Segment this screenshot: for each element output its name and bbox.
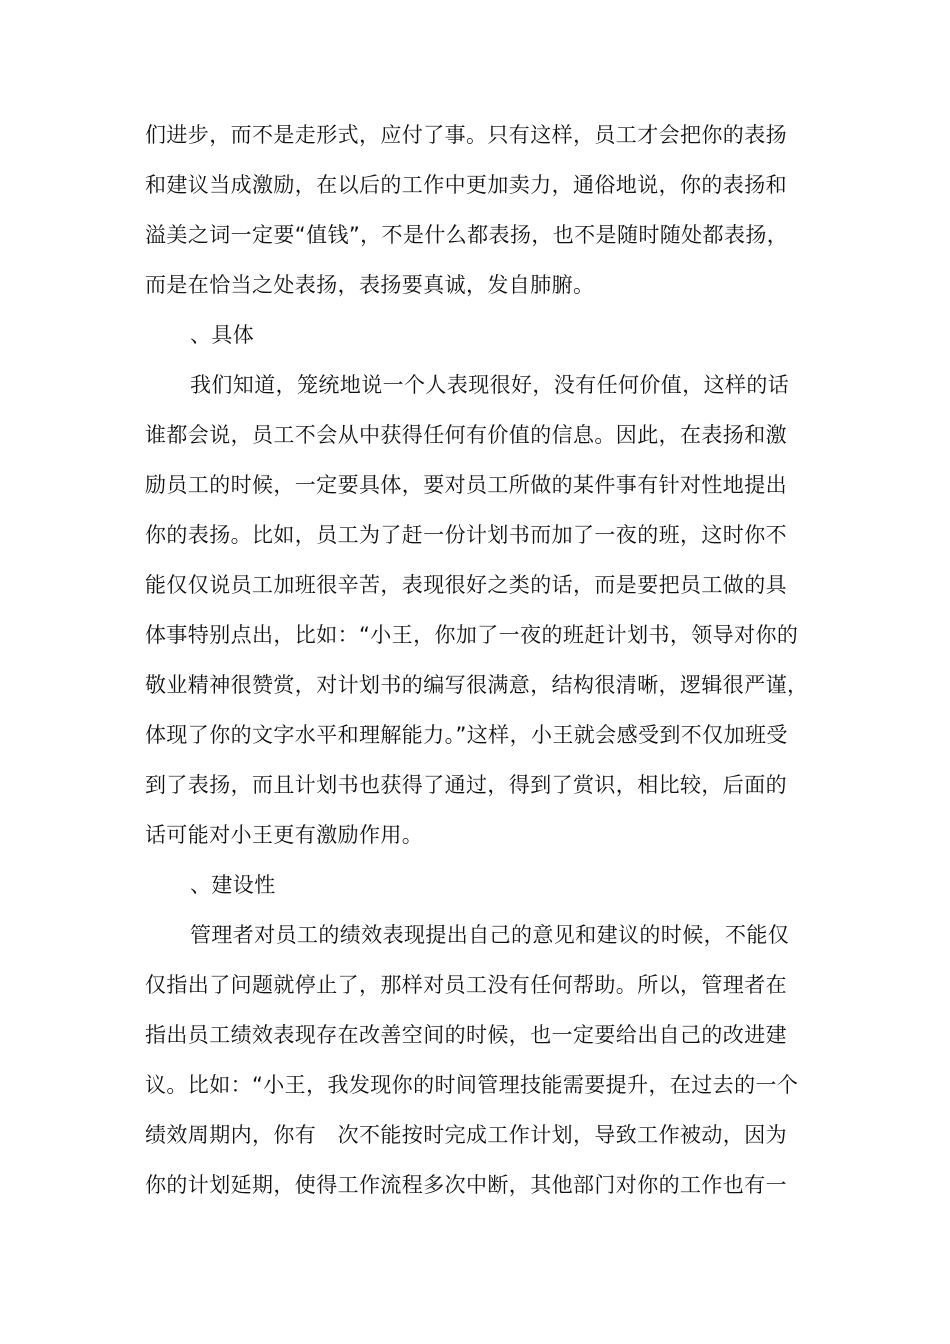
paragraph-line: 管理者对员工的绩效表现提出自己的意见和建议的时候，不能仅 xyxy=(190,923,790,947)
paragraph-line: 指出员工绩效表现存在改善空间的时候，也一定要给出自己的改进建 xyxy=(145,1023,787,1047)
paragraph-line: 能仅仅说员工加班很辛苦，表现很好之类的话，而是要把员工做的具 xyxy=(145,573,787,597)
paragraph-line: 议。比如：“小王，我发现你的时间管理技能需要提升，在过去的一个 xyxy=(145,1073,799,1097)
paragraph-line: 你的表扬。比如，员工为了赶一份计划书而加了一夜的班，这时你不 xyxy=(145,523,787,547)
paragraph-line: 我们知道，笼统地说一个人表现很好，没有任何价值，这样的话 xyxy=(190,373,790,397)
paragraph-line: 而是在恰当之处表扬，表扬要真诚，发自肺腑。 xyxy=(145,273,595,297)
paragraph-line: 谁都会说，员工不会从中获得任何有价值的信息。因此，在表扬和激 xyxy=(145,423,787,447)
paragraph-line: 体现了你的文字水平和理解能力。”这样，小王就会感受到不仅加班受 xyxy=(145,723,788,747)
paragraph-line: 话可能对小王更有激励作用。 xyxy=(145,823,424,847)
paragraph-line: 敬业精神很赞赏，对计划书的编写很满意，结构很清晰，逻辑很严谨， xyxy=(145,673,809,697)
paragraph-line: 和建议当成激励，在以后的工作中更加卖力，通俗地说，你的表扬和 xyxy=(145,173,787,197)
paragraph-line: 到了表扬，而且计划书也获得了通过，得到了赏识，相比较，后面的 xyxy=(145,773,787,797)
section-heading-specific: 、具体 xyxy=(190,323,255,347)
paragraph-line: 体事特别点出，比如：“小王，你加了一夜的班赶计划书，领导对你的 xyxy=(145,623,799,647)
paragraph-line: 们进步，而不是走形式，应付了事。只有这样，员工才会把你的表扬 xyxy=(145,123,787,147)
paragraph-line: 励员工的时候，一定要具体，要对员工所做的某件事有针对性地提出 xyxy=(145,473,787,497)
paragraph-line: 溢美之词一定要“值钱”，不是什么都表扬，也不是随时随处都表扬， xyxy=(145,223,789,247)
paragraph-line: 你的计划延期，使得工作流程多次中断，其他部门对你的工作也有一 xyxy=(145,1173,787,1197)
section-heading-constructive: 、建设性 xyxy=(190,873,276,897)
paragraph-line: 仅指出了问题就停止了，那样对员工没有任何帮助。所以，管理者在 xyxy=(145,973,787,997)
paragraph-line: 绩效周期内，你有 次不能按时完成工作计划，导致工作被动，因为 xyxy=(145,1123,787,1147)
